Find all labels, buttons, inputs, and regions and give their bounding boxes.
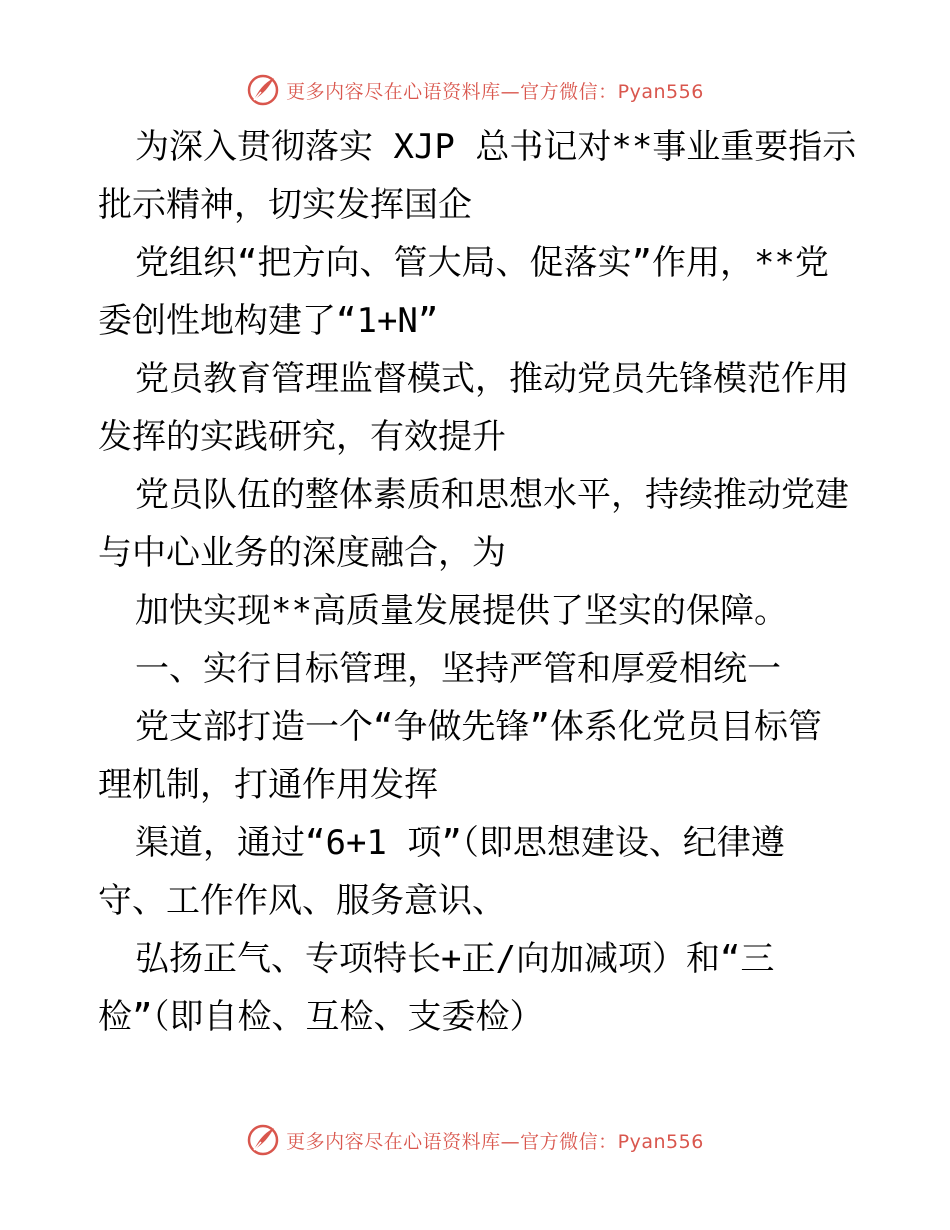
text-line: 党员队伍的整体素质和思想水平，持续推动党建	[135, 475, 849, 515]
quill-logo-icon	[246, 73, 280, 107]
text-line: 弘扬正气、专项特长+正/向加减项）和“三	[135, 939, 775, 979]
quill-logo-icon	[246, 1123, 280, 1157]
header-watermark	[0, 70, 950, 110]
text-line: 委创性地构建了“1+N”	[98, 301, 439, 341]
footer-watermark	[0, 1120, 950, 1160]
document-body	[98, 118, 858, 1046]
watermark-text: 更多内容尽在心语资料库—官方微信：Pyan556	[286, 1130, 704, 1153]
text-line: 一、实行目标管理，坚持严管和厚爱相统一	[135, 649, 781, 689]
watermark-text: 更多内容尽在心语资料库—官方微信：Pyan556	[286, 80, 704, 103]
text-line: 党组织“把方向、管大局、促落实”作用，**党	[135, 243, 829, 283]
text-line: 党员教育管理监督模式，推动党员先锋模范作用	[135, 359, 849, 399]
text-line: 守、工作作风、服务意识、	[98, 881, 506, 921]
text-line: 与中心业务的深度融合，为	[98, 533, 506, 573]
text-line: 批示精神，切实发挥国企	[98, 185, 472, 225]
text-line: 党支部打造一个“争做先锋”体系化党员目标管	[135, 707, 822, 747]
text-line: 加快实现**高质量发展提供了坚实的保障。	[135, 591, 788, 631]
text-line: 理机制，打通作用发挥	[98, 765, 438, 805]
text-line: 渠道，通过“6+1 项”（即思想建设、纪律遵	[135, 823, 785, 863]
text-line: 为深入贯彻落实 XJP 总书记对**事业重要指示	[135, 127, 857, 167]
text-line: 发挥的实践研究，有效提升	[98, 417, 506, 457]
text-line: 检”（即自检、互检、支委检）	[98, 997, 544, 1037]
